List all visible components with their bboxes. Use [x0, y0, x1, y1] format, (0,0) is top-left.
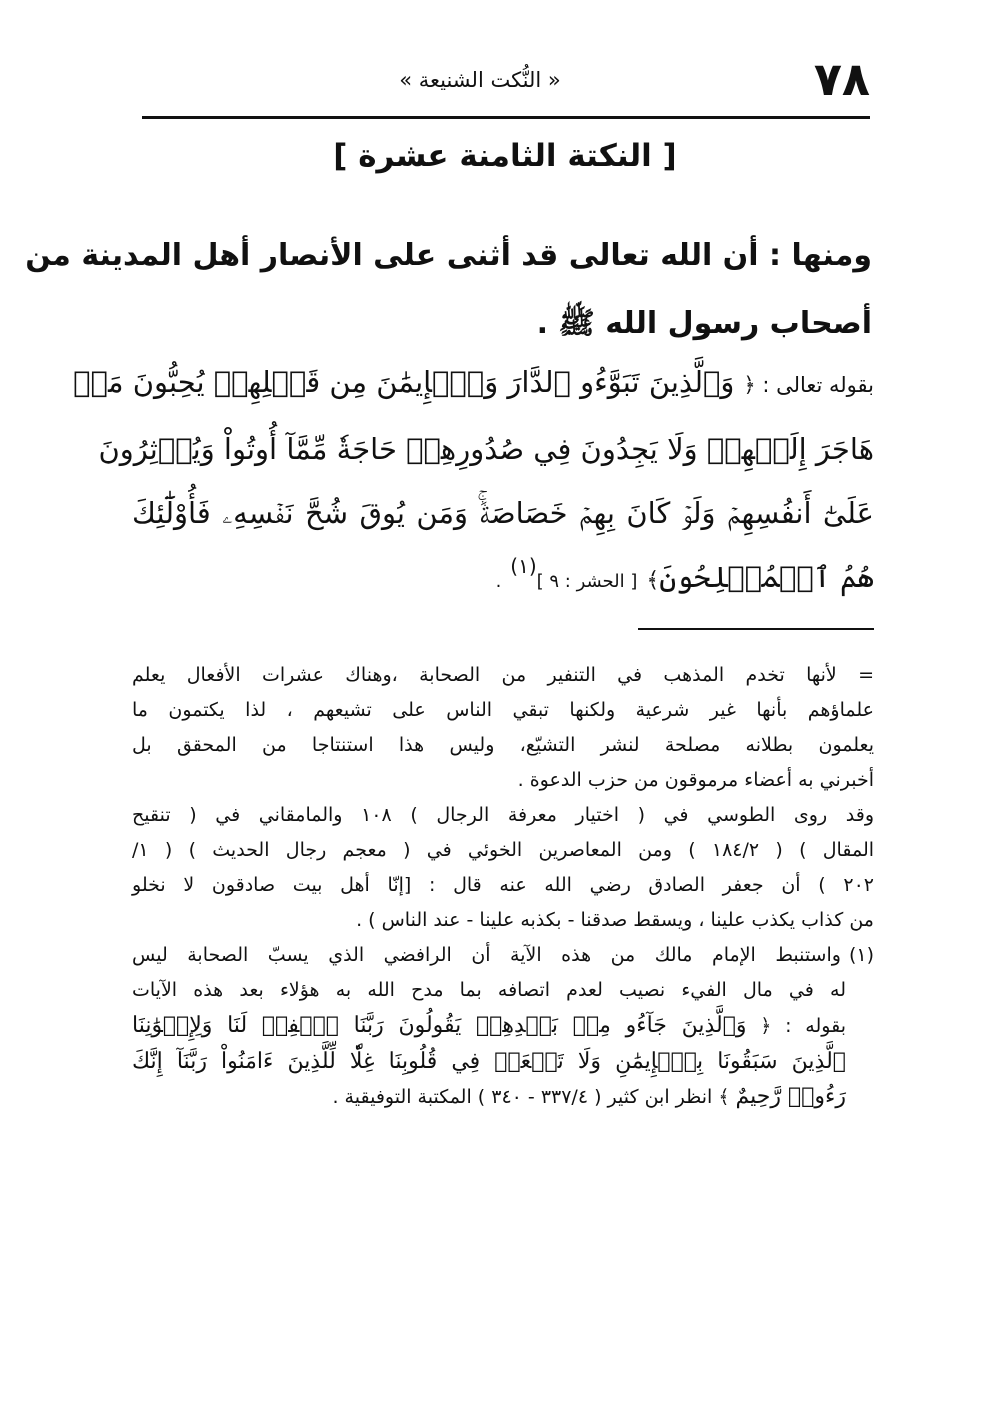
footnote-verse-intro: بقوله : ﴿: [760, 1015, 846, 1037]
section-title: [ النكتة الثامنة عشرة ]: [333, 138, 677, 174]
page-header: [140, 52, 870, 112]
footnote-text: ﴾ انظر ابن كثير ( ٣٣٧/٤ - ٣٤٠ ) المكتبة التوفيقية .: [332, 1086, 730, 1108]
footnote-1: [132, 938, 874, 1115]
footnotes: [132, 658, 874, 1115]
footnote-number: (١): [848, 944, 874, 966]
footnote-continuation: [132, 658, 874, 798]
header-rule: [142, 116, 870, 119]
verse-reference: [ الحشر : ٩ ]: [536, 571, 638, 592]
footnote-text: واستنبط الإمام مالك من هذه الآية أن الرافضي الذي يسبّ الصحابة ليس: [132, 944, 841, 966]
verse-line: [132, 545, 874, 614]
footnote-line: = لأنها تخدم المذهب في التنفير من الصحابة ،وهناك عشرات الأفعال يعلم: [132, 664, 874, 686]
footnote-line: علماؤهم بأنها غير شرعية ولكنها تبقي الناس على تشيعهم ، لذا يكتمون ما: [132, 699, 874, 721]
footnote-line: المقال ) ( ١٨٤/٢ ) ومن المعاصرين الخوئي في ( معجم رجال الحديث ) ( ١/: [132, 839, 875, 861]
footnote-line: [132, 938, 874, 973]
footnote-line: له في مال الفيء نصيب لعدم اتصافه بما مدح الله به هؤلاء بعد هذه الآيات: [132, 979, 846, 1001]
quran-verse-block: [73, 350, 874, 614]
verse-line: عَلَىٰٓ أَنفُسِهِمۡ وَلَوۡ كَانَ بِهِمۡ خَصَاصَةٞۚ وَمَن يُوقَ شُحَّ نَفۡسِهِۦ فَأُوْلَٰٓئِكَ: [132, 496, 874, 530]
running-title: « النُّكت الشنيعة »: [399, 68, 561, 92]
verse-line: هَاجَرَ إِلَيۡهِمۡ وَلَا يَجِدُونَ فِي صُدُورِهِمۡ حَاجَةٗ مِّمَّآ أُوتُواْ وَيُؤۡثِرُونَ: [98, 432, 874, 466]
footnote-line: وقد روى الطوسي في ( اختيار معرفة الرجال ) ١٠٨ والمامقاني في ( تنقيح: [132, 804, 874, 826]
lead-line: أصحاب رسول الله ﷺ .: [536, 306, 872, 341]
verse-end: .: [495, 571, 502, 592]
footnote-line: من كذاب يكذب علينا ، ويسقط صدقنا - بكذبه علينا - عند الناس ) .: [356, 909, 874, 931]
verse-text: وَٱلَّذِينَ تَبَوَّءُو ٱلدَّارَ وَٱلۡإِيمَٰنَ مِن قَبۡلِهِمۡ يُحِبُّونَ مَنۡ: [73, 365, 735, 399]
footnote-verse-text: رَءُوفٞ رَّحِيمٌ: [735, 1084, 846, 1109]
footnote-line: [132, 1008, 874, 1044]
verse-intro: بقوله تعالى : ﴿: [743, 373, 874, 397]
lead-paragraph: [25, 222, 872, 358]
footnote-separator: [638, 628, 874, 630]
footnote-line: ٢٠٢ ) أن جعفر الصادق رضي الله عنه قال : [إنّا أهل بيت صادقون لا نخلو: [132, 874, 874, 896]
verse-line: [73, 350, 874, 417]
footnote-line: يعلمون بطلانه مصلحة لنشر التشيّع، وليس هذا استنتاجا من المحقق بل: [132, 734, 874, 756]
footnote-verse-text: وَٱلَّذِينَ جَآءُو مِنۢ بَعۡدِهِمۡ يَقُولُونَ رَبَّنَا ٱغۡفِرۡ لَنَا وَلِإِخۡوَٰنِنَا: [132, 1013, 747, 1038]
footnote-tusi: [132, 798, 874, 938]
footnote-line: ٱلَّذِينَ سَبَقُونَا بِٱلۡإِيمَٰنِ وَلَا تَجۡعَلۡ فِي قُلُوبِنَا غِلّٗا لِّلَّذِينَ ءَامَنُواْ رَبَّنَآ إِنَّكَ: [132, 1049, 846, 1074]
verse-close-bracket: ﴾: [646, 568, 660, 593]
page-number: ٧٨: [813, 52, 870, 106]
footnote-marker: (١): [510, 554, 537, 578]
lead-line: ومنها : أن الله تعالى قد أثنى على الأنصار أهل المدينة من: [25, 238, 872, 273]
verse-text: هُمُ ٱلۡمُفۡلِحُونَ: [659, 560, 874, 594]
footnote-line: أخبرني به أعضاء مرموقون من حزب الدعوة .: [517, 769, 874, 791]
footnote-line: [132, 1079, 874, 1115]
